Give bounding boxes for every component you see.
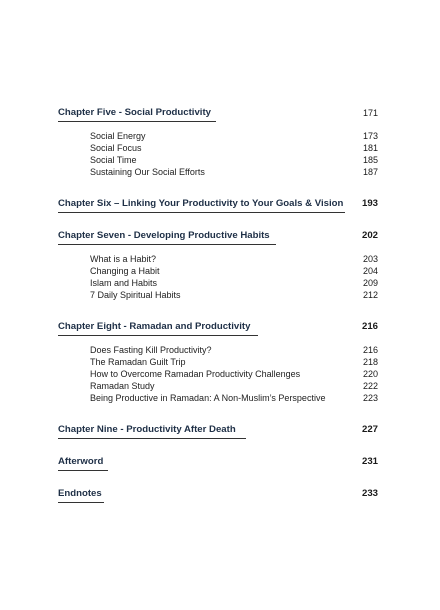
chapter-underline: [58, 438, 246, 439]
page-number: 209: [362, 278, 378, 288]
chapter-underline: [58, 470, 108, 471]
page-number: 173: [362, 131, 378, 141]
chapter-title[interactable]: Chapter Eight - Ramadan and Productivity: [58, 321, 251, 332]
chapter-underline: [58, 502, 104, 503]
toc-chapter-row[interactable]: [0, 230, 440, 244]
section-title[interactable]: Islam and Habits: [90, 278, 158, 288]
section-title[interactable]: 7 Daily Spiritual Habits: [90, 290, 181, 300]
section-title[interactable]: Social Energy: [90, 131, 146, 141]
section-title[interactable]: How to Overcome Ramadan Productivity Challenges: [90, 369, 301, 379]
toc-chapter-row[interactable]: [0, 198, 440, 212]
section-title[interactable]: Sustaining Our Social Efforts: [90, 167, 205, 177]
page-number: 233: [361, 488, 378, 499]
section-title[interactable]: The Ramadan Guilt Trip: [90, 357, 186, 367]
chapter-title[interactable]: Chapter Seven - Developing Productive Habits: [58, 230, 270, 241]
toc-chapter-row[interactable]: [0, 107, 440, 121]
toc-chapter-row[interactable]: [0, 321, 440, 335]
chapter-underline: [58, 121, 216, 122]
page-number: 222: [362, 381, 378, 391]
section-title[interactable]: Changing a Habit: [90, 266, 160, 276]
page-number: 202: [361, 230, 378, 241]
section-title[interactable]: Being Productive in Ramadan: A Non-Muslim’s Perspective: [90, 393, 326, 403]
page-number: 223: [362, 393, 378, 403]
page-number: 227: [361, 424, 378, 435]
section-title[interactable]: Ramadan Study: [90, 381, 155, 391]
page-number: 220: [362, 369, 378, 379]
toc-chapter-row[interactable]: [0, 424, 440, 438]
toc-chapter-row[interactable]: [0, 456, 440, 470]
page-number: 203: [362, 254, 378, 264]
chapter-underline: [58, 212, 345, 213]
chapter-title[interactable]: Endnotes: [58, 488, 102, 499]
page-number: 204: [362, 266, 378, 276]
section-title[interactable]: What is a Habit?: [90, 254, 157, 264]
toc-section-row[interactable]: [0, 289, 440, 303]
page-number: 181: [362, 143, 378, 153]
section-title[interactable]: Does Fasting Kill Productivity?: [90, 345, 212, 355]
toc-section-row[interactable]: [0, 166, 440, 180]
page-number: 231: [361, 456, 378, 467]
page-number: 187: [362, 167, 378, 177]
page-number: 212: [362, 290, 378, 300]
chapter-title[interactable]: Chapter Five - Social Productivity: [58, 107, 212, 118]
page-number: 171: [362, 108, 378, 118]
page-number: 218: [362, 357, 378, 367]
chapter-underline: [58, 244, 276, 245]
chapter-title[interactable]: Afterword: [58, 456, 104, 467]
section-title[interactable]: Social Time: [90, 155, 137, 165]
toc-chapter-row[interactable]: [0, 488, 440, 502]
toc-section-row[interactable]: [0, 392, 440, 406]
chapter-title[interactable]: Chapter Six – Linking Your Productivity to Your Goals & Vision: [58, 198, 344, 209]
chapter-underline: [58, 335, 258, 336]
section-title[interactable]: Social Focus: [90, 143, 142, 153]
chapter-title[interactable]: Chapter Nine - Productivity After Death: [58, 424, 236, 435]
page-number: 216: [361, 321, 378, 332]
page-number: 193: [361, 198, 378, 209]
page-number: 185: [362, 155, 378, 165]
page-number: 216: [362, 345, 378, 355]
